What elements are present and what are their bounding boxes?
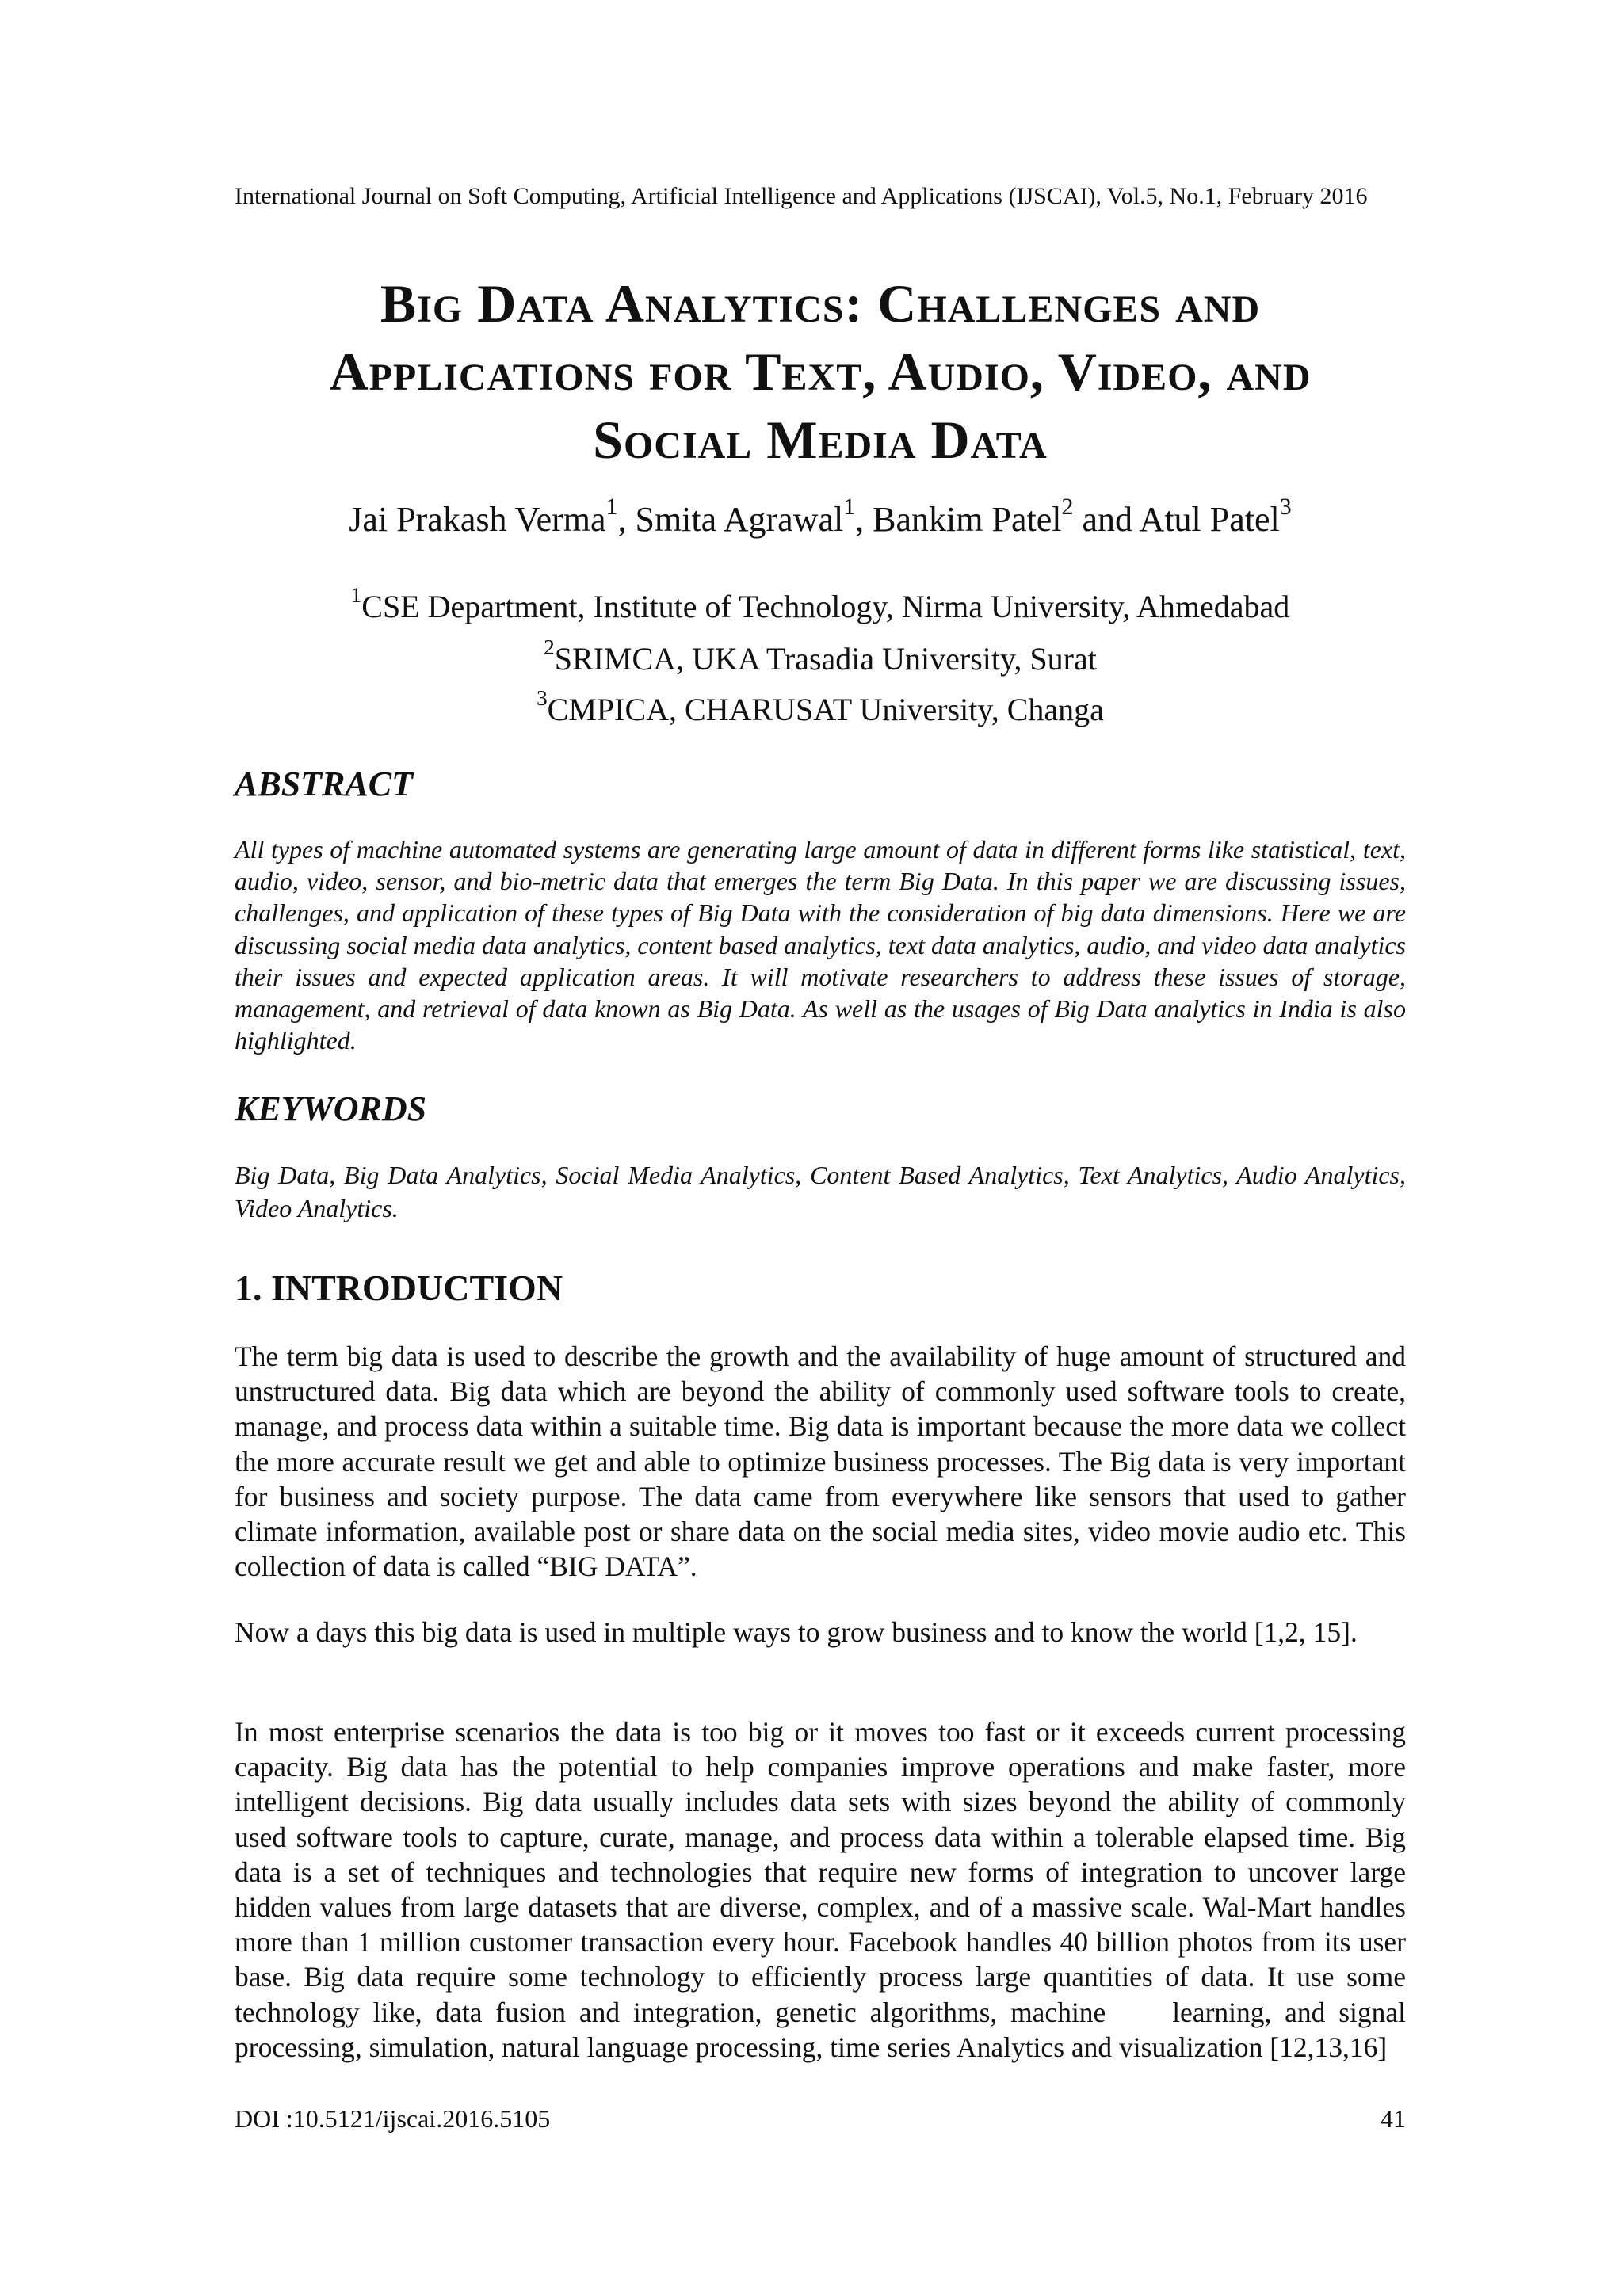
- body-paragraph: The term big data is used to describe the growth and the availability of huge amount of structured and unstructured data. Big data which are beyond the ability of commonly used software tools to create, manage, and process data within a suitable time. Big data is important because the more data we collect the more accurate result we get and able to optimize business processes. The Big data is very important for business and society purpose. The data came from everywhere like sensors that used to gather climate information, available post or share data on the social media sites, video movie audio etc. This collection of data is called “BIG DATA”.: [235, 1341, 1406, 1583]
- author-name: Atul Patel: [1139, 500, 1280, 539]
- author-affiliation-mark: 2: [1061, 494, 1074, 521]
- footer-doi: DOI :10.5121/ijscai.2016.5105: [235, 2104, 551, 2133]
- author-name: Jai Prakash Verma: [349, 500, 606, 539]
- affiliation-mark: 3: [537, 685, 548, 710]
- introduction-heading: 1. INTRODUCTION: [235, 1268, 563, 1308]
- affiliation: [235, 685, 1406, 730]
- abstract-body: All types of machine automated systems are generating large amount of data in different forms like statistical, text, audio, video, sensor, and bio-metric data that emerges the term Big Data. In this paper we are discussing issues, challenges, and application of these types of Big Data with the consideration of big data dimensions. Here we are discussing social media data analytics, content based analytics, text data analytics, audio, and video data analytics their issues and expected application areas. It will motivate researchers to address these issues of storage, management, and retrieval of data known as Big Data. As well as the usages of Big Data analytics in India is also highlighted.: [235, 835, 1406, 1055]
- keywords-body: Big Data, Big Data Analytics, Social Media Analytics, Content Based Analytics, Text Analytics, Audio Analytics, Video Analytics.: [235, 1161, 1406, 1222]
- affiliation: [235, 582, 1406, 627]
- author-name: Smita Agrawal: [635, 500, 844, 539]
- author-affiliation-mark: 3: [1279, 494, 1292, 521]
- affiliation: [235, 635, 1406, 680]
- running-header: International Journal on Soft Computing, Artificial Intelligence and Applications (IJSCAI), Vol.5, No.1, February 2016: [235, 183, 1368, 209]
- affiliation-text: CMPICA, CHARUSAT University, Changa: [547, 692, 1104, 727]
- affiliation-text: CSE Department, Institute of Technology, Nirma University, Ahmedabad: [361, 589, 1290, 624]
- author-affiliation-mark: 1: [843, 494, 856, 521]
- paper-title: [235, 269, 1406, 474]
- affiliation-mark: 1: [350, 582, 362, 607]
- affiliation-text: SRIMCA, UKA Trasadia University, Surat: [554, 641, 1097, 677]
- author-separator: ,: [855, 500, 873, 539]
- author-name: Bankim Patel: [873, 500, 1062, 539]
- body-paragraph: Now a days this big data is used in multiple ways to grow business and to know the world [1,2, 15].: [235, 1616, 1358, 1648]
- page-number: 41: [1381, 2104, 1406, 2133]
- keywords-heading: KEYWORDS: [235, 1089, 427, 1128]
- author-separator: and: [1073, 500, 1140, 539]
- abstract-heading: ABSTRACT: [235, 765, 413, 803]
- title-line: Applications for Text, Audio, Video, and: [329, 341, 1312, 402]
- author-affiliation-mark: 1: [605, 494, 618, 521]
- author-separator: ,: [617, 500, 636, 539]
- author-list: [235, 494, 1406, 542]
- body-paragraph: In most enterprise scenarios the data is too big or it moves too fast or it exceeds current processing capacity. Big data has the potential to help companies improve operations and make faster, more intelligent decisions. Big data usually includes data sets with sizes beyond the ability of commonly used software tools to capture, curate, manage, and process data within a tolerable elapsed time. Big data is a set of techniques and technologies that require new forms of integration to uncover large hidden values from large datasets that are diverse, complex, and of a massive scale. Wal-Mart handles more than 1 million customer transaction every hour. Facebook handles 40 billion photos from its user base. Big data require some technology to efficiently process large quantities of data. It use some technology like, data fusion and integration, genetic algorithms, machine learning, and signal processing, simulation, natural language processing, time series Analytics and visualization [12,13,16]: [235, 1716, 1406, 2063]
- title-line: Big Data Analytics: Challenges and: [380, 273, 1261, 334]
- affiliation-mark: 2: [544, 635, 555, 659]
- title-line: Social Media Data: [593, 410, 1048, 470]
